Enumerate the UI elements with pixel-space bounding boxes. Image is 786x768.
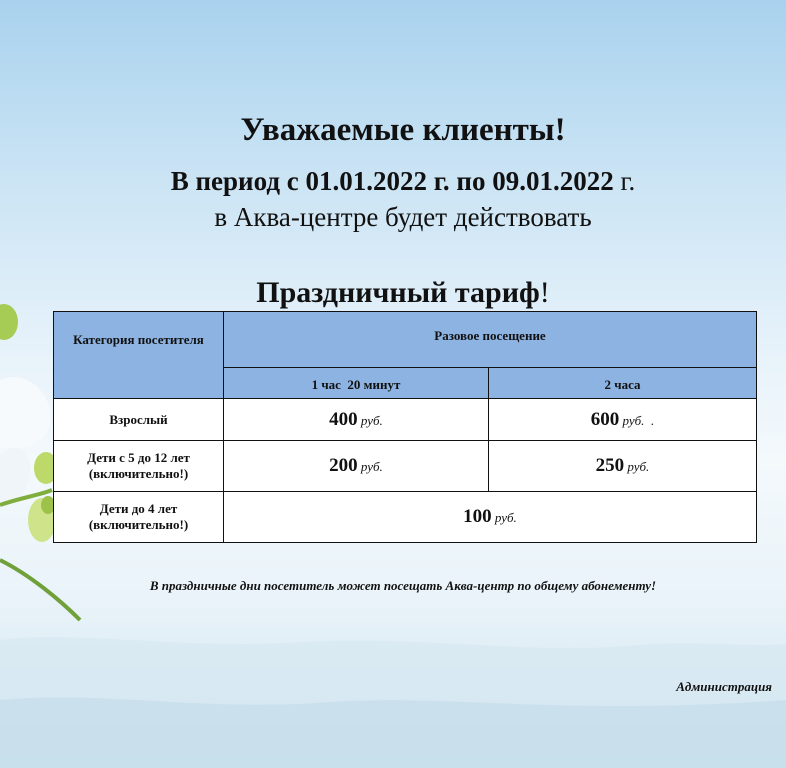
category-text-line2: (включительно!) [88,517,189,532]
price-unit: руб. [622,412,645,428]
price-unit: руб. [360,459,383,474]
price-value: 400 [329,408,358,430]
tariff-title-exclamation: ! [539,276,550,309]
subscription-note: В праздничные дни посетитель может посещать Аква-центр по общему абонементу! [149,578,657,593]
price-cell [489,399,757,441]
price-cell [489,441,757,492]
period-suffix: г. [613,166,636,196]
signature: Администрация [676,679,772,694]
category-text-line2: (включительно!) [88,466,189,481]
duration-2-text: 2 часа [604,377,641,392]
table-row [54,492,757,543]
table-row [54,399,757,441]
header-category-text: Категория посетителя [73,332,204,347]
table-row [54,441,757,492]
price-trail: . [644,412,655,428]
row-category-adult [54,399,224,441]
price-value: 200 [329,455,358,476]
greeting-heading: Уважаемые клиенты! [240,112,566,148]
header-single-visit [224,312,757,368]
price-unit: руб. [627,459,650,474]
price-value: 100 [463,506,492,527]
category-text: Взрослый [109,411,168,427]
duration-1-text: 1 час 20 минут [311,377,401,392]
aqua-center-line: в Аква-центре будет действовать [214,202,592,232]
white-petal-upper [0,377,51,448]
price-cell [224,399,489,441]
header-duration-2 [489,368,757,399]
tariff-table [53,311,757,543]
header-category [54,312,224,399]
category-text-line1: Дети с 5 до 12 лет [87,450,190,465]
price-value: 250 [595,455,625,476]
header-single-visit-text: Разовое посещение [434,328,546,343]
period-line [0,166,786,197]
row-category-children [54,441,224,492]
price-unit: руб. [360,412,383,428]
tariff-title-text: Праздничный тариф [256,276,540,309]
header-duration-1 [224,368,489,399]
category-text-line1: Дети до 4 лет [99,501,178,516]
water-reflection [0,637,786,768]
price-unit: руб. [494,510,517,525]
tariff-title [0,276,786,310]
white-petal-middle [0,448,30,501]
green-bud-lower [28,496,56,542]
period-dates: В период с 01.01.2022 г. по 09.01.2022 [170,166,614,196]
row-category-infants [54,492,224,543]
price-value: 600 [590,408,620,430]
price-cell-merged [224,492,757,543]
price-cell [224,441,489,492]
